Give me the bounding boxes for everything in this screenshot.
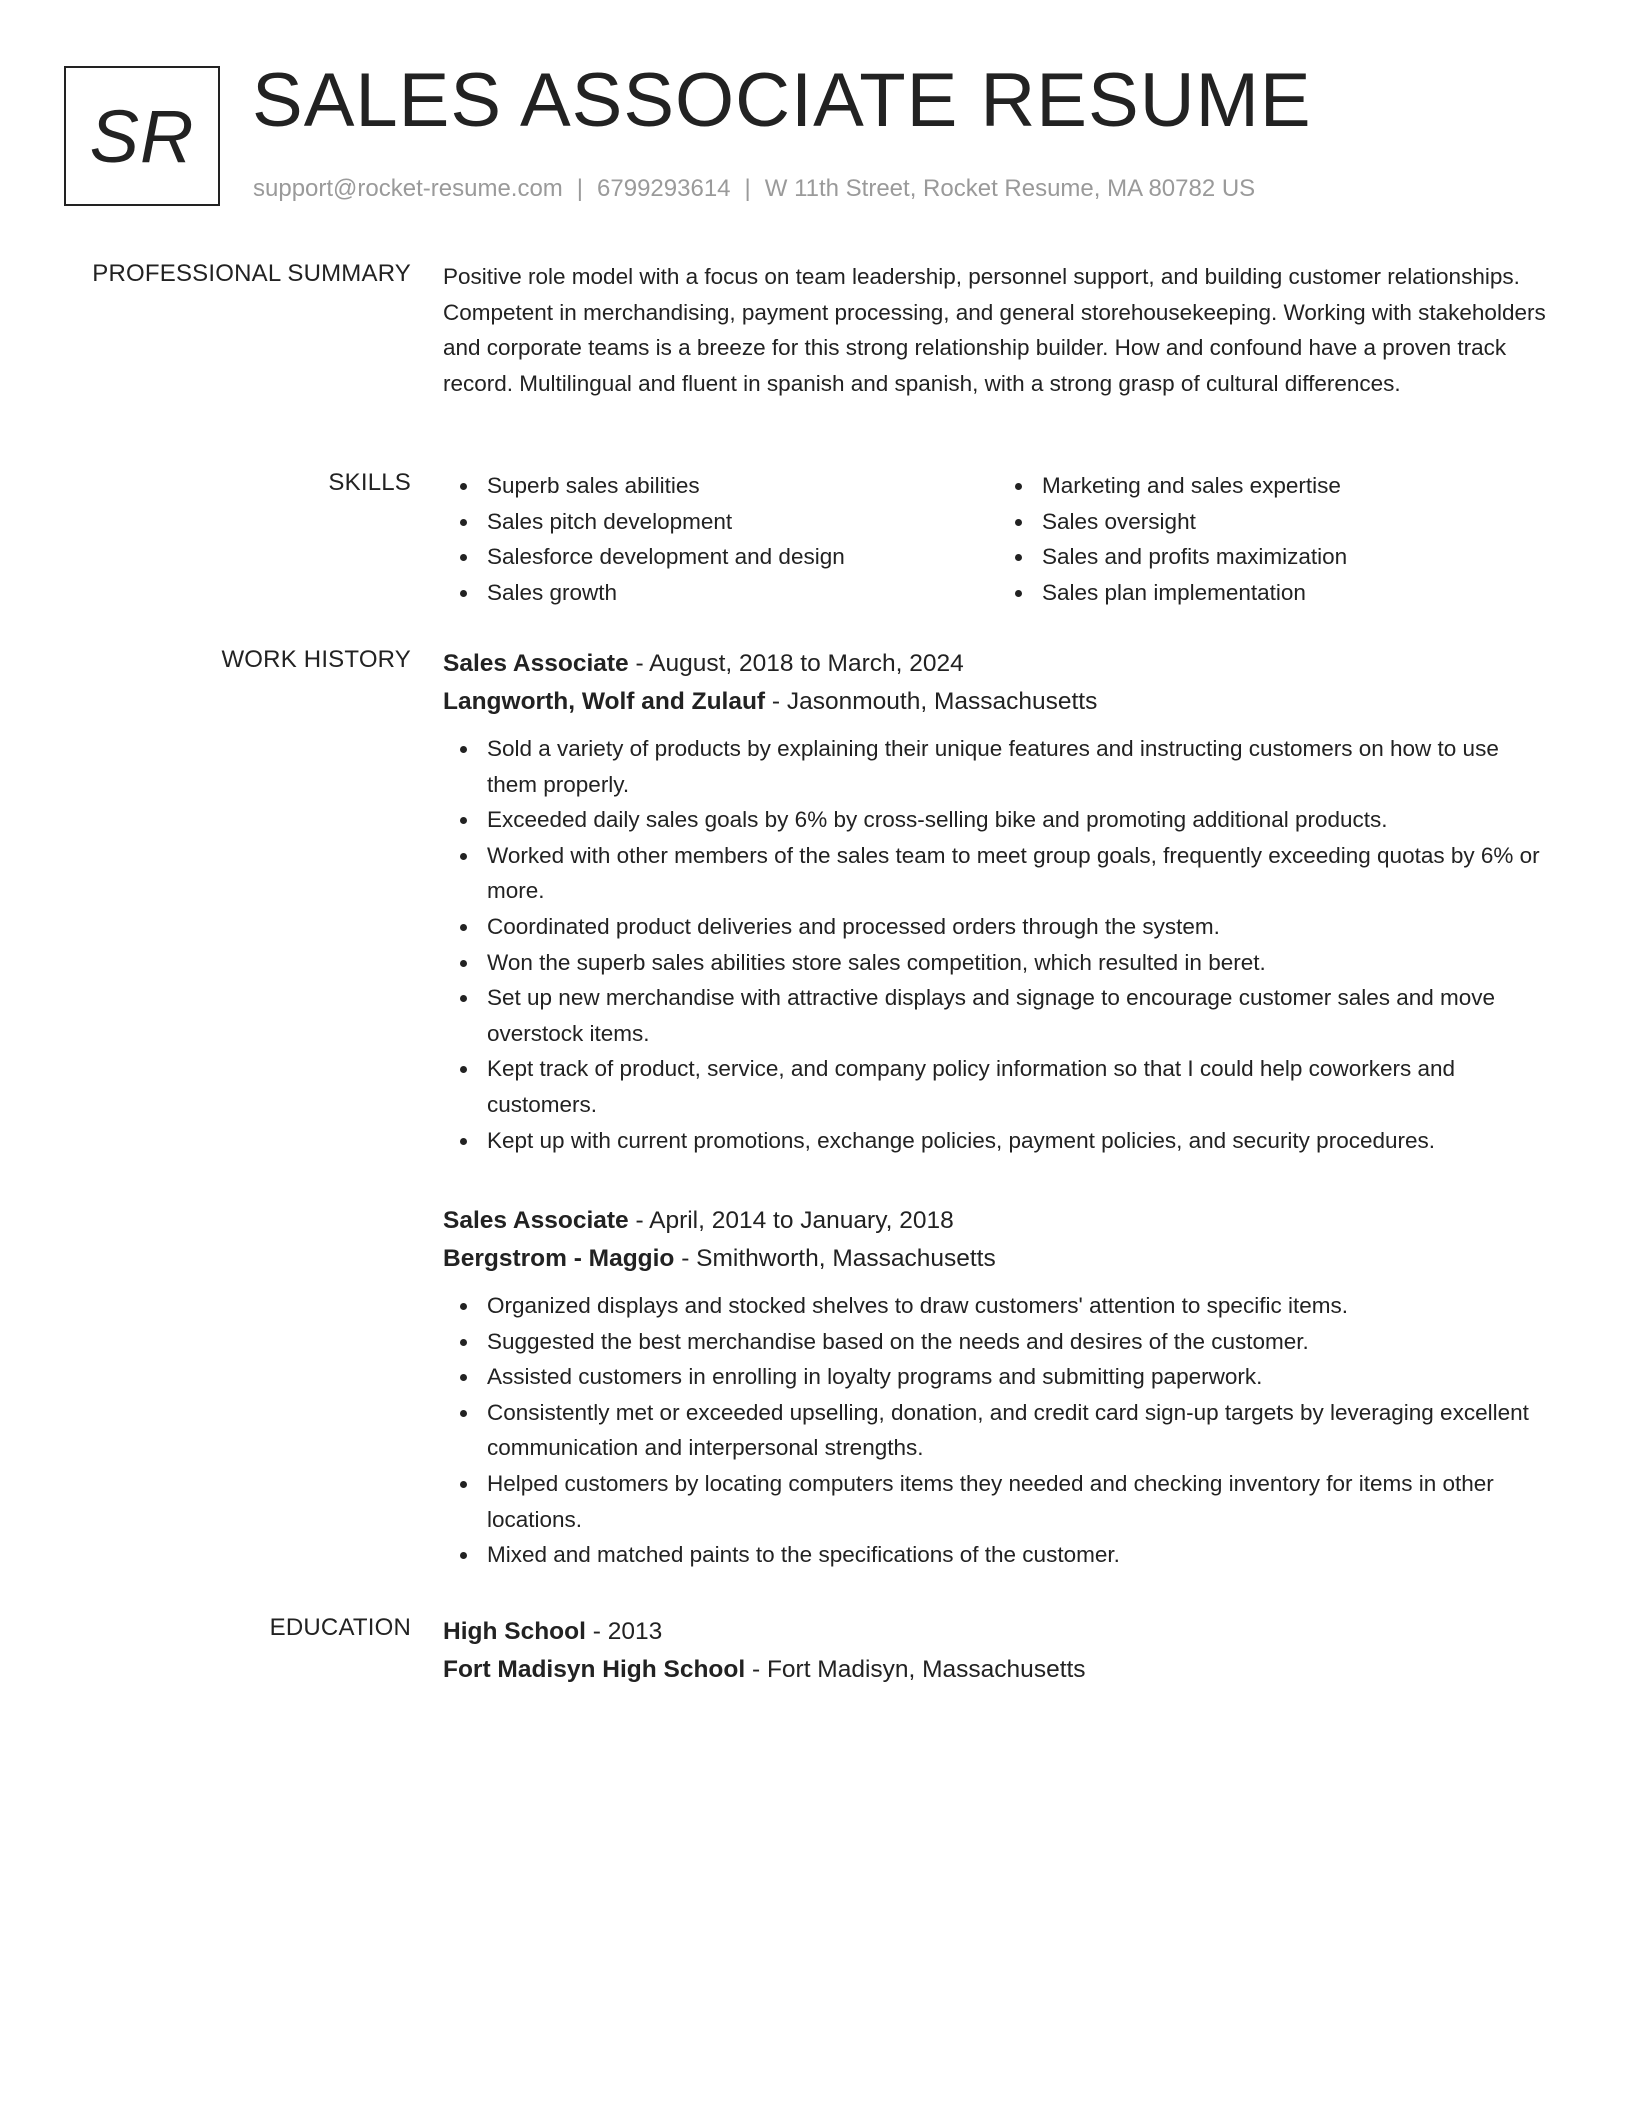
job-bullet: Kept track of product, service, and company policy information so that I could help coworkers and customers. [487, 1051, 1553, 1122]
job-location: - Smithworth, Massachusetts [674, 1245, 996, 1272]
job-bullet: Won the superb sales abilities store sales competition, which resulted in beret. [487, 945, 1553, 981]
job-bullet: Sold a variety of products by explaining their unique features and instructing customers on how to use them properly. [487, 731, 1553, 802]
job-bullet: Coordinated product deliveries and processed orders through the system. [487, 909, 1553, 945]
job-bullet: Organized displays and stocked shelves to draw customers' attention to specific items. [487, 1288, 1553, 1324]
job-bullet: Set up new merchandise with attractive displays and signage to encourage customer sales and move overstock items. [487, 980, 1553, 1051]
job-entry [443, 1202, 1553, 1573]
skill-item: Salesforce development and design [487, 539, 998, 575]
job-bullet: Assisted customers in enrolling in loyalty programs and submitting paperwork. [487, 1359, 1553, 1395]
skills-body [443, 468, 1553, 610]
job-dates: - April, 2014 to January, 2018 [628, 1207, 954, 1234]
job-title: Sales Associate [443, 650, 629, 677]
job-company-line [443, 683, 1553, 721]
job-title: Sales Associate [443, 1207, 629, 1234]
contact-email: support@rocket-resume.com [253, 175, 563, 202]
skills-grid [443, 468, 1553, 610]
skill-item: Marketing and sales expertise [1042, 468, 1553, 504]
summary-text: Positive role model with a focus on team leadership, personnel support, and building customer relationships. Competent in merchandising, payment processing, and general storehousekeeping. Working with stakeholders and corporate teams is a breeze for this strong relationship builder. How and confound have a proven track record. Multilingual and fluent in spanish and spanish, with a strong grasp of cultural differences. [443, 264, 1546, 396]
contact-phone: 6799293614 [597, 175, 731, 202]
skill-item: Sales plan implementation [1042, 575, 1553, 611]
job-title-line [443, 1202, 1553, 1240]
summary-body [443, 259, 1553, 401]
education-location: - Fort Madisyn, Massachusetts [745, 1656, 1086, 1683]
contact-address: W 11th Street, Rocket Resume, MA 80782 US [764, 175, 1256, 202]
job-bullets [443, 731, 1553, 1158]
job-bullets [443, 1288, 1553, 1573]
education-degree-line [443, 1613, 1553, 1651]
skill-item: Sales and profits maximization [1042, 539, 1553, 575]
skill-item: Sales oversight [1042, 504, 1553, 540]
education-year: - 2013 [585, 1618, 663, 1645]
skill-item: Sales growth [487, 575, 998, 611]
education-body [443, 1613, 1553, 1689]
job-dates: - August, 2018 to March, 2024 [628, 650, 964, 677]
job-bullet: Helped customers by locating computers items they needed and checking inventory for items in other locations. [487, 1466, 1553, 1537]
job-bullet: Mixed and matched paints to the specifications of the customer. [487, 1537, 1553, 1573]
job-entry [443, 645, 1553, 1158]
work-history-body [443, 1202, 1553, 1573]
job-bullet: Consistently met or exceeded upselling, donation, and credit card sign-up targets by leveraging excellent communication and interpersonal strengths. [487, 1395, 1553, 1466]
section-label-summary: PROFESSIONAL SUMMARY [92, 260, 411, 287]
contact-line [253, 174, 1255, 204]
skills-column-left [443, 468, 998, 610]
work-history-body [443, 645, 1553, 1158]
job-company: Langworth, Wolf and Zulauf [443, 688, 766, 715]
job-company-line [443, 1240, 1553, 1278]
section-label-work-history: WORK HISTORY [221, 646, 411, 673]
education-school: Fort Madisyn High School [443, 1656, 746, 1683]
monogram-logo: SR [64, 66, 220, 206]
skill-item: Superb sales abilities [487, 468, 998, 504]
job-bullet: Worked with other members of the sales team to meet group goals, frequently exceeding quotas by 6% or more. [487, 838, 1553, 909]
job-title-line [443, 645, 1553, 683]
section-label-education: EDUCATION [269, 1614, 411, 1641]
resume-title: SALES ASSOCIATE RESUME [252, 58, 1312, 143]
education-degree: High School [443, 1618, 586, 1645]
job-company: Bergstrom - Maggio [443, 1245, 675, 1272]
skills-column-right [998, 468, 1553, 610]
section-label-skills: SKILLS [328, 469, 411, 496]
job-bullet: Suggested the best merchandise based on the needs and desires of the customer. [487, 1324, 1553, 1360]
contact-separator: | [744, 175, 751, 202]
education-school-line [443, 1651, 1553, 1689]
contact-separator: | [576, 175, 584, 202]
skill-item: Sales pitch development [487, 504, 998, 540]
job-bullet: Exceeded daily sales goals by 6% by cross-selling bike and promoting additional products. [487, 802, 1553, 838]
job-location: - Jasonmouth, Massachusetts [765, 688, 1098, 715]
job-bullet: Kept up with current promotions, exchange policies, payment policies, and security procedures. [487, 1123, 1553, 1159]
